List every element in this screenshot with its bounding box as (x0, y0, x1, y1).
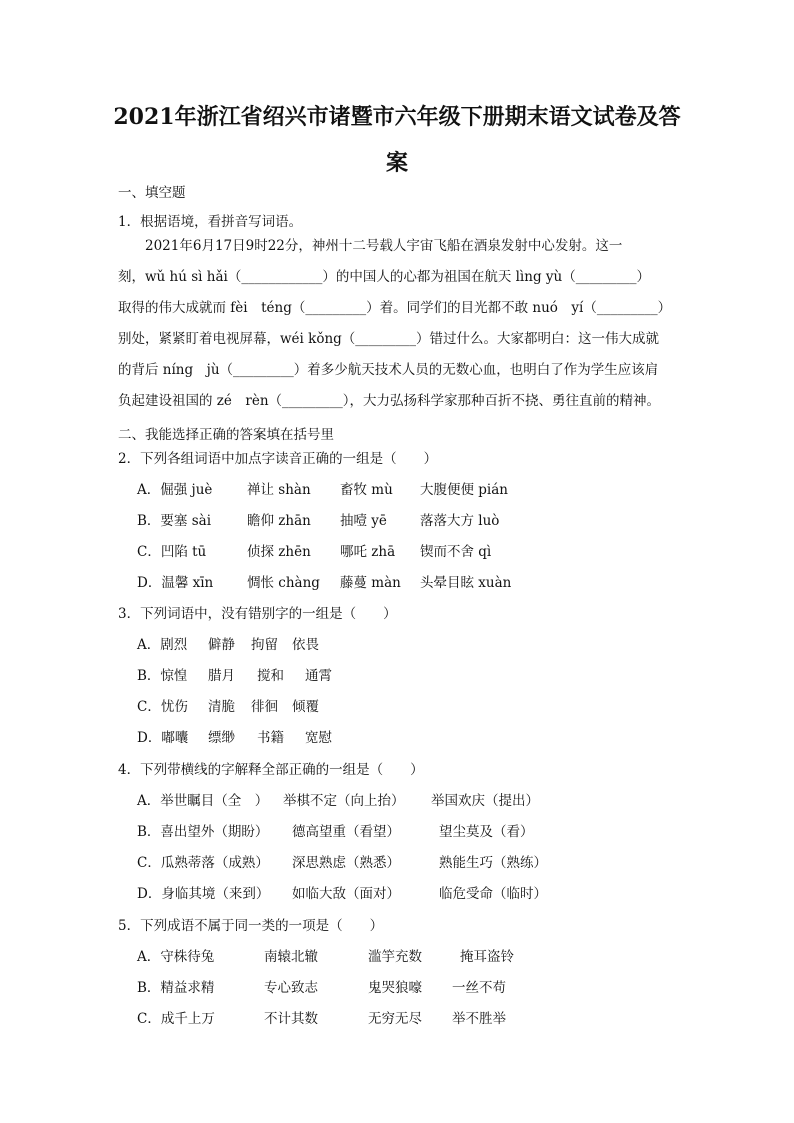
option-text: 一丝不苟 (452, 980, 506, 996)
option-text: 僻静 (208, 637, 235, 653)
option-text: 腊月 (208, 668, 235, 684)
passage-line: 2021年6月17日9时22分，神州十二号载人宇宙飞船在酒泉发射中心发射。这一 (118, 238, 623, 254)
option-text: 望尘莫及（看） (439, 824, 534, 840)
option-text: D．身临其境（来到） (137, 886, 270, 902)
option-text: D．温馨 xīn (137, 575, 214, 591)
question-5-stem: 5．下列成语不属于同一类的一项是（ ） (118, 918, 384, 934)
passage-line: 负起建设祖国的 zé rèn（_________），大力弘扬科学家那种百折不挠、勇往直前的精神。 (118, 393, 661, 409)
exam-title-line2: 案 (385, 150, 408, 176)
option-text: 举国欢庆（提出） (431, 793, 539, 809)
option-text: 通霄 (305, 668, 332, 684)
section-heading-fill-in: 一、填空题 (118, 185, 186, 201)
option-text: 禅让 shàn (247, 482, 311, 498)
passage-line: 刻，wǔ hú sì hǎi（____________）的中国人的心都为祖国在航天 lìng yù（_________） (118, 269, 650, 285)
option-text: B．惊惶 (137, 668, 188, 684)
option-text: 举棋不定（向上抬） (283, 793, 405, 809)
option-text: 哪吒 zhā (340, 544, 396, 560)
option-text: D．嘟囔 (137, 730, 189, 746)
option-text: 专心致志 (264, 980, 318, 996)
option-text: 惆怅 chàng (247, 575, 320, 591)
option-text: 无穷无尽 (368, 1011, 422, 1027)
option-text: 临危受命（临时） (439, 886, 547, 902)
exam-title-line1: 2021年浙江省绍兴市诸暨市六年级下册期末语文试卷及答 (113, 104, 681, 130)
option-text: 搅和 (257, 668, 284, 684)
option-text: 落落大方 luò (420, 513, 500, 529)
question-1-passage (118, 231, 678, 417)
option-text: 头晕目眩 xuàn (420, 575, 512, 591)
option-text: 瞻仰 zhān (247, 513, 311, 529)
option-text: C．凹陷 tū (137, 544, 207, 560)
option-text: 徘徊 (251, 699, 278, 715)
passage-line: 别处，紧紧盯着电视屏幕，wéi kǒng（_________）错过什么。大家都明白：这一伟大成就 (118, 331, 660, 347)
option-text: B．喜出望外（期盼） (137, 824, 269, 840)
option-text: C．瓜熟蒂落（成熟） (137, 855, 269, 871)
option-text: 举不胜举 (452, 1011, 506, 1027)
option-text: B．要塞 sài (137, 513, 212, 529)
option-text: 掩耳盗铃 (460, 949, 514, 965)
option-text: 熟能生巧（熟练） (439, 855, 547, 871)
option-text: 书籍 (257, 730, 284, 746)
option-text: 锲而不舍 qì (420, 544, 492, 560)
option-text: 畜牧 mù (340, 482, 393, 498)
option-text: 德高望重（看望） (292, 824, 400, 840)
option-text: 不计其数 (264, 1011, 318, 1027)
option-text: C．忧伤 (137, 699, 188, 715)
option-text: A．守株待兔 (137, 949, 215, 965)
question-4-stem: 4．下列带横线的字解释全部正确的一组是（ ） (118, 762, 424, 778)
option-text: 缥缈 (208, 730, 235, 746)
option-text: 拘留 (251, 637, 278, 653)
option-text: 倾覆 (292, 699, 319, 715)
option-text: 如临大敌（面对） (292, 886, 400, 902)
option-text: 藤蔓 màn (340, 575, 401, 591)
option-text: C．成千上万 (137, 1011, 215, 1027)
option-text: 大腹便便 pián (420, 482, 508, 498)
option-text: 依畏 (292, 637, 319, 653)
option-text: 抽噎 yē (340, 513, 387, 529)
option-text: 南辕北辙 (264, 949, 318, 965)
option-text: B．精益求精 (137, 980, 215, 996)
option-text: 鬼哭狼嚎 (368, 980, 422, 996)
option-text: 侦探 zhēn (247, 544, 311, 560)
question-2-stem: 2．下列各组词语中加点字读音正确的一组是（ ） (118, 451, 438, 467)
option-text: 清脆 (208, 699, 235, 715)
section-heading-choice: 二、我能选择正确的答案填在括号里 (118, 427, 334, 443)
question-3-stem: 3．下列词语中，没有错别字的一组是（ ） (118, 606, 397, 622)
option-text: A．举世瞩目（全 ） (137, 793, 269, 809)
option-text: A．剧烈 (137, 637, 188, 653)
option-text: 宽慰 (305, 730, 332, 746)
option-text: 滥竽充数 (368, 949, 422, 965)
option-text: A．倔强 juè (137, 482, 213, 498)
option-text: 深思熟虑（熟悉） (292, 855, 400, 871)
passage-line: 取得的伟大成就而 fèi téng（_________）着。同学们的目光都不敢 nuó yí（_________） (118, 300, 672, 316)
passage-line: 的背后 níng jù（_________）着多少航天技术人员的无数心血，也明白了作为学生应该肩 (118, 362, 659, 378)
question-1-stem: 1．根据语境，看拼音写词语。 (118, 214, 303, 230)
